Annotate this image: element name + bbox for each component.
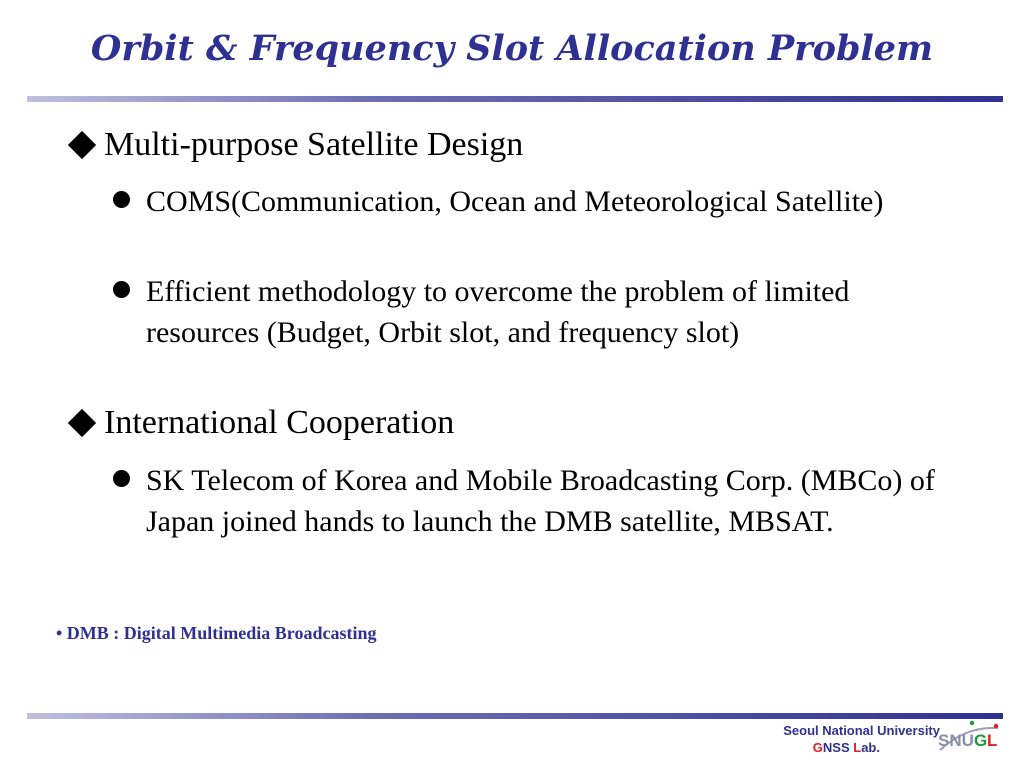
round-bullet-icon xyxy=(113,281,130,298)
section-heading xyxy=(65,404,454,442)
list-item-text: COMS(Communication, Ocean and Meteorological Satellite) xyxy=(146,185,884,218)
top-divider xyxy=(27,96,1003,102)
list-item-text: Efficient methodology to overcome the problem of limited resources (Budget, Orbit slot, and frequency slot) xyxy=(146,275,850,349)
diamond-bullet-icon xyxy=(68,131,96,159)
round-bullet-icon xyxy=(113,470,130,487)
diamond-bullet-icon xyxy=(68,409,96,437)
svg-text:G: G xyxy=(974,731,988,750)
svg-text:SNU: SNU xyxy=(938,731,974,750)
bottom-divider xyxy=(27,713,1003,719)
university-name: Seoul National University xyxy=(783,723,940,738)
list-item-text: SK Telecom of Korea and Mobile Broadcasting Corp. (MBCo) of Japan joined hands to launch the DMB satellite, MBSAT. xyxy=(146,464,935,538)
slide-title: Orbit & Frequency Slot Allocation Problem xyxy=(90,28,934,69)
section-heading xyxy=(65,126,523,164)
footer-affiliation xyxy=(740,722,940,756)
footnote: • DMB : Digital Multimedia Broadcasting xyxy=(56,623,377,643)
round-bullet-icon xyxy=(113,191,130,208)
lab-name: GNSS Lab. xyxy=(812,740,880,755)
snugl-logo xyxy=(936,720,1006,760)
svg-text:L: L xyxy=(987,731,998,750)
section-heading-text: International Cooperation xyxy=(104,404,455,441)
section-heading-text: Multi-purpose Satellite Design xyxy=(104,126,524,163)
